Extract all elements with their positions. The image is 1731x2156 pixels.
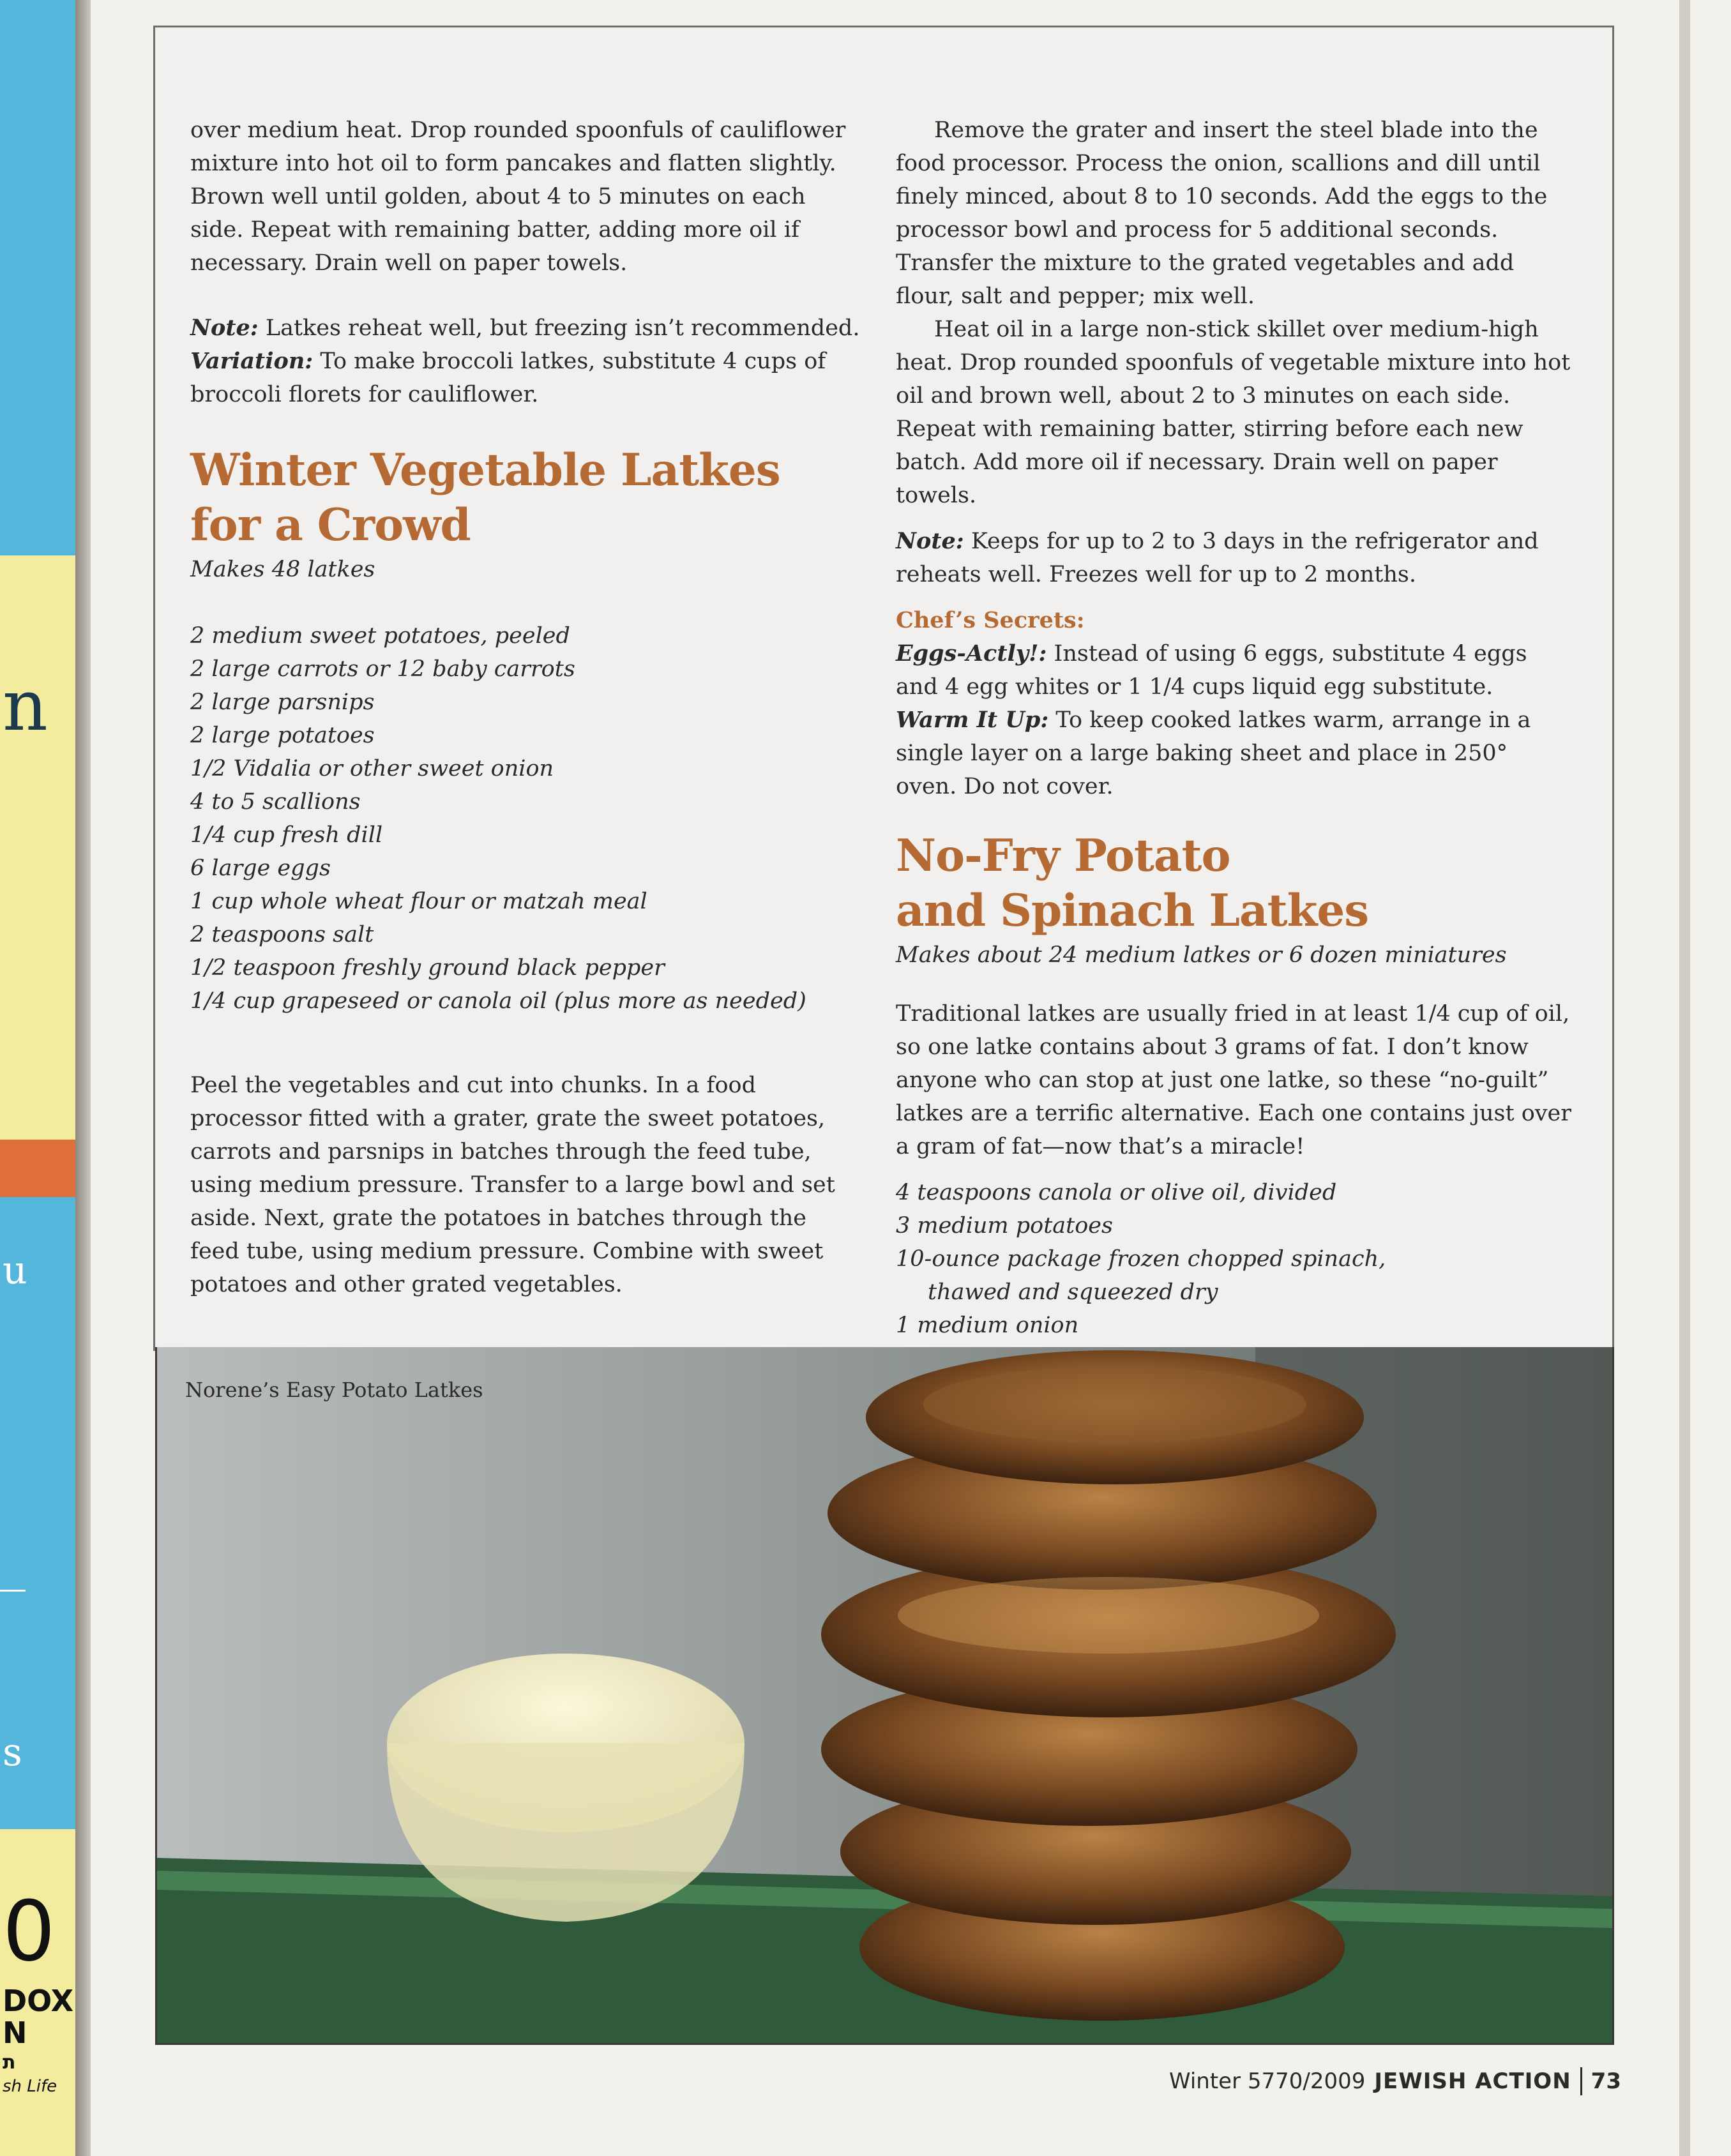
ingredient-item: 2 teaspoons salt (190, 922, 374, 947)
chefs-secret (896, 704, 1573, 803)
chefs-secret (896, 637, 1573, 704)
directions-paragraph: Remove the grater and insert the steel blade into the food processor. Process the onion, scallions and dill until finely minced, about 8 to 10 seconds. Add the eggs to the processor bowl and process for 5 additional seconds. Transfer the mixture to the grated vegetables and add flour, salt and pepper; mix well. (896, 117, 1548, 309)
ingredient-item: 1 medium onion (896, 1313, 1079, 1338)
note-label: Note: (896, 528, 964, 554)
page-number: 73 (1591, 2069, 1621, 2094)
recipe-title (190, 443, 861, 553)
recipe-title-line: Winter Vegetable Latkes (190, 444, 780, 496)
body-paragraph: over medium heat. Drop rounded spoonfuls of cauliflower mixture into hot oil to form pancakes and flatten slightly. Brown well until golden, about 4 to 5 minutes on each side. Repeat with remaining batter, adding more oil if necessary. Drain well on paper towels. (190, 117, 846, 276)
chefs-secrets-heading: Chef’s Secrets: (896, 607, 1085, 633)
body-paragraph: Traditional latkes are usually fried in at least 1/4 cup of oil, so one latke contains about 3 grams of fat. I don’t know anyone who can stop at just one latke, so these “no-guilt” latkes are a terrific alternative. Each one contains just over a gram of fat—now that’s a miracle! (896, 1001, 1571, 1159)
secret-label: Eggs-Actly!: (896, 640, 1047, 667)
ingredient-item: 4 teaspoons canola or olive oil, divided (896, 1180, 1337, 1205)
recipe-title-line: No-Fry Potato (896, 830, 1230, 882)
recipe-title (896, 829, 1573, 939)
note-label: Note: (190, 315, 259, 341)
ingredient-list (896, 1176, 1573, 1342)
facing-page-edge: n u s 0 DOX N ת sh Life (0, 0, 83, 2156)
facing-page-glyph: u (3, 1248, 27, 1293)
variation-text: To make broccoli latkes, substitute 4 cups of broccoli florets for cauliflower. (190, 349, 826, 407)
ingredient-item: thawed and squeezed dry (928, 1279, 1218, 1305)
variation (190, 345, 861, 411)
note-text: Keeps for up to 2 to 3 days in the refrigerator and reheats well. Freezes well for up to 2 months. (896, 529, 1539, 587)
page-footer (1169, 2067, 1621, 2095)
directions-paragraph: Peel the vegetables and cut into chunks. In a food processor fitted with a grater, grate the sweet potatoes, carrots and parsnips in batches through the feed tube, using medium pressure. Transfer to a large bowl and set aside. Next, grate the potatoes in batches through the feed tube, using medium pressure. Combine with sweet potatoes and other grated vegetables. (190, 1073, 835, 1297)
ingredient-item: 2 large carrots or 12 baby carrots (190, 656, 575, 682)
facing-page-glyph: s (3, 1730, 22, 1775)
issue-date: Winter 5770/2009 (1168, 2069, 1366, 2094)
facing-page-glyph: n (3, 665, 48, 746)
page-edge (1679, 0, 1690, 2156)
ingredient-list (190, 619, 861, 1018)
facing-page-orange-band (0, 1140, 83, 1197)
ingredient-item: 2 large parsnips (190, 690, 375, 715)
latkes-photo (155, 1347, 1614, 2045)
note (190, 312, 861, 345)
ingredient-item: 2 medium sweet potatoes, peeled (190, 623, 570, 649)
ingredient-item: 1/4 cup fresh dill (190, 822, 383, 848)
recipe-title-line: and Spinach Latkes (896, 885, 1369, 937)
recipe-yield: Makes about 24 medium latkes or 6 dozen miniatures (896, 942, 1507, 968)
ingredient-item: 1/2 teaspoon freshly ground black pepper (190, 955, 665, 981)
ingredient-item: 2 large potatoes (190, 723, 375, 748)
ingredient-item: 1/2 Vidalia or other sweet onion (190, 756, 554, 781)
secret-label: Warm It Up: (896, 707, 1049, 733)
recipe-yield: Makes 48 latkes (190, 557, 375, 582)
note-text: Latkes reheat well, but freezing isn’t recommended. (265, 315, 860, 341)
photo-caption: Norene’s Easy Potato Latkes (185, 1378, 483, 1402)
ingredient-item: 10-ounce package frozen chopped spinach, (896, 1246, 1386, 1272)
directions-paragraph: Heat oil in a large non-stick skillet over medium-high heat. Drop rounded spoonfuls of vegetable mixture into hot oil and brown well, about 2 to 3 minutes on each side. Repeat with remaining batter, stirring before each new batch. Add more oil if necessary. Drain well on paper towels. (896, 317, 1571, 508)
ingredient-item: 3 medium potatoes (896, 1213, 1113, 1239)
left-column (190, 114, 861, 1301)
recipe-title-line: for a Crowd (190, 499, 471, 551)
ingredient-item: 4 to 5 scallions (190, 789, 361, 815)
variation-label: Variation: (190, 348, 314, 374)
ingredient-item: 6 large eggs (190, 856, 331, 881)
facing-page-blue-band (0, 0, 83, 555)
secret-text: Instead of using 6 eggs, substitute 4 eggs and 4 egg whites or 1 1/4 cups liquid egg substitute. (896, 641, 1527, 700)
recipe-text-box (153, 26, 1614, 1351)
facing-page-rule (0, 1590, 26, 1592)
footer-divider (1580, 2067, 1582, 2095)
magazine-name: JEWISH ACTION (1374, 2069, 1571, 2094)
note (896, 525, 1573, 591)
secret-text: To keep cooked latkes warm, arrange in a single layer on a large baking sheet and place in 250° oven. Do not cover. (896, 707, 1531, 799)
ingredient-item: 1 cup whole wheat flour or matzah meal (190, 889, 647, 914)
right-column (896, 114, 1573, 1342)
facing-page-yellow-band (0, 555, 83, 1140)
ingredient-item: 1/4 cup grapeseed or canola oil (plus more as needed) (190, 988, 806, 1014)
